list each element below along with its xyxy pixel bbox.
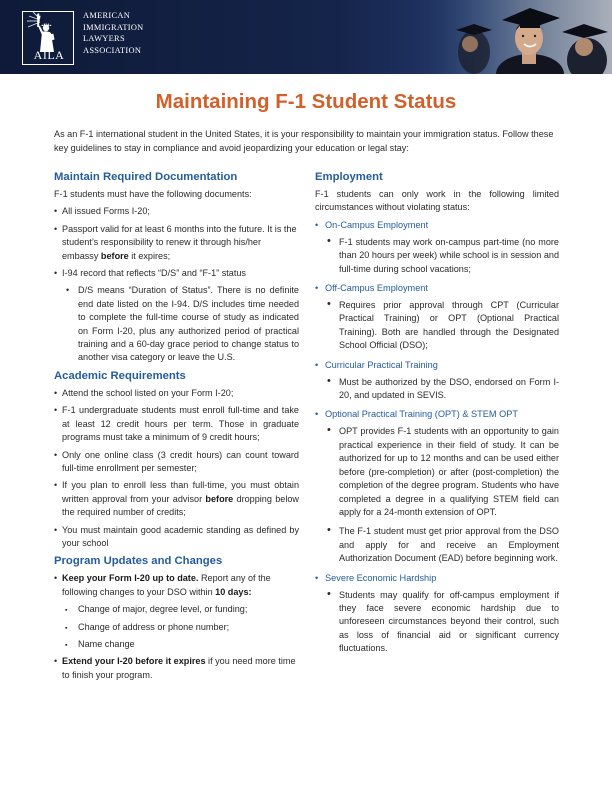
hardship-list — [315, 589, 559, 656]
text-span: If you plan to enroll less than full-time, you must obtain written approval from your advisor — [62, 480, 299, 504]
documentation-lead: F-1 students must have the following documents: — [54, 189, 252, 199]
section-heading-employment: Employment — [315, 171, 383, 183]
list-item — [54, 479, 299, 519]
list-item: • Requires prior approval through CPT (Curricular Practical Training) or OPT (Optional Practical Training). Both are handled through the Designated School Official (DSO); — [315, 299, 559, 353]
list-item: • You must maintain good academic standing as defined by your school — [54, 524, 299, 551]
ds-sublist — [54, 284, 299, 364]
opt-list — [315, 425, 559, 565]
bold-text: 10 days: — [215, 586, 252, 597]
header-banner — [0, 0, 612, 74]
page-title: Maintaining F-1 Student Status — [155, 90, 457, 113]
documentation-list — [54, 205, 299, 280]
list-item: ▪ Name change — [54, 638, 299, 651]
list-item: • F-1 students may work on-campus part-time (no more than 20 hours per week) while school is in session and full-time during school vacations; — [315, 236, 559, 276]
bold-text: before — [205, 493, 234, 504]
text-span: dropping below the required number of credits; — [62, 493, 299, 518]
text-span: Report any of the following changes to your DSO within — [62, 573, 271, 597]
list-item: ▪ Change of major, degree level, or funding; — [54, 603, 299, 616]
list-item: • All issued Forms I-20; — [54, 205, 299, 218]
list-item: • Only one online class (3 credit hours) can count toward full-time enrollment per semester; — [54, 449, 299, 476]
list-item: • The F-1 student must get prior approval from the DSO and apply for and receive an Employment Authorization Document (EAD) before beginning work. — [315, 525, 559, 565]
bold-text: Extend your I-20 before it expires — [62, 656, 206, 667]
list-item: • Attend the school listed on your Form I-20; — [54, 387, 299, 400]
cpt-list — [315, 376, 559, 403]
changes-sublist — [54, 603, 299, 651]
employment-lead: F-1 students can only work in the following limited circumstances without violating status: — [315, 189, 559, 213]
list-item: • I-94 record that reflects “D/S” and “F-1” status — [54, 267, 299, 280]
list-item: • D/S means “Duration of Status”. There is no definite end date listed on the I-94. D/S includes time needed to complete the full-time course of study as indicated on Form I-20, plus any authorized period of practical training and a 60-day grace period to change status to another visa category or leave the U.S. — [54, 284, 299, 364]
logo-text: AILA — [33, 48, 65, 62]
subheading-off-campus: • Off-Campus Employment — [315, 282, 559, 295]
section-heading-updates: Program Updates and Changes — [54, 555, 223, 568]
updates-list-2 — [54, 655, 299, 682]
list-item — [54, 223, 299, 263]
organization-name — [83, 10, 144, 56]
bold-text: Keep your Form I-20 up to date. — [62, 573, 199, 584]
aila-logo — [22, 11, 74, 65]
subheading-opt: • Optional Practical Training (OPT) & STEM OPT — [315, 408, 559, 421]
list-item: • Students may qualify for off-campus employment if they face severe economic hardship due to unforeseen circumstances beyond their control, such as loss of financial aid or significant currency fluctuations. — [315, 589, 559, 656]
intro-paragraph: As an F-1 international student in the United States, it is your responsibility to maintain your immigration status. Follow these key guidelines to stay in compliance and avoid jeopardizing your education or legal stay: — [54, 129, 554, 153]
section-heading-documentation: Maintain Required Documentation — [54, 171, 238, 183]
graduates-photo — [412, 0, 612, 74]
right-column — [315, 170, 559, 662]
list-item: • F-1 undergraduate students must enroll full-time and take at least 12 credit hours per term. Those in graduate programs must take a minimum of 9 credit hours; — [54, 404, 299, 444]
list-item: ▪ Change of address or phone number; — [54, 621, 299, 634]
list-item — [54, 655, 299, 682]
org-line: AMERICAN — [83, 11, 131, 20]
section-heading-academic: Academic Requirements — [54, 369, 186, 382]
updates-list — [54, 572, 299, 599]
statue-of-liberty-icon — [23, 12, 73, 52]
bold-text: before — [100, 250, 129, 261]
text-span: it expires; — [128, 250, 171, 261]
text-span: Passport valid for at least 6 months into the future. It is the student’s responsibility to renew it through his/her embassy — [62, 223, 297, 261]
left-column — [54, 170, 299, 686]
subheading-hardship: • Severe Economic Hardship — [315, 572, 559, 585]
org-line: ASSOCIATION — [83, 45, 142, 55]
academic-list — [54, 387, 299, 550]
text-span: if you need more time to finish your program. — [62, 656, 296, 680]
subheading-on-campus: • On-Campus Employment — [315, 219, 559, 232]
off-campus-list — [315, 299, 559, 353]
list-item: • OPT provides F-1 students with an opportunity to gain practical experience in their field of study. It can be authorized for up to 12 months and can be used either before (pre-completion) or after (post-completion) the completion of the degree program. Students who have completed a degree in a qualifying STEM field can apply for a 24-month extension of OPT. — [315, 425, 559, 519]
list-item: • Must be authorized by the DSO, endorsed on Form I-20, and updated in SEVIS. — [315, 376, 559, 403]
on-campus-list — [315, 236, 559, 276]
org-line: IMMIGRATION — [83, 22, 144, 32]
org-line: LAWYERS — [83, 34, 125, 44]
subheading-cpt: • Curricular Practical Training — [315, 359, 559, 372]
list-item — [54, 572, 299, 599]
